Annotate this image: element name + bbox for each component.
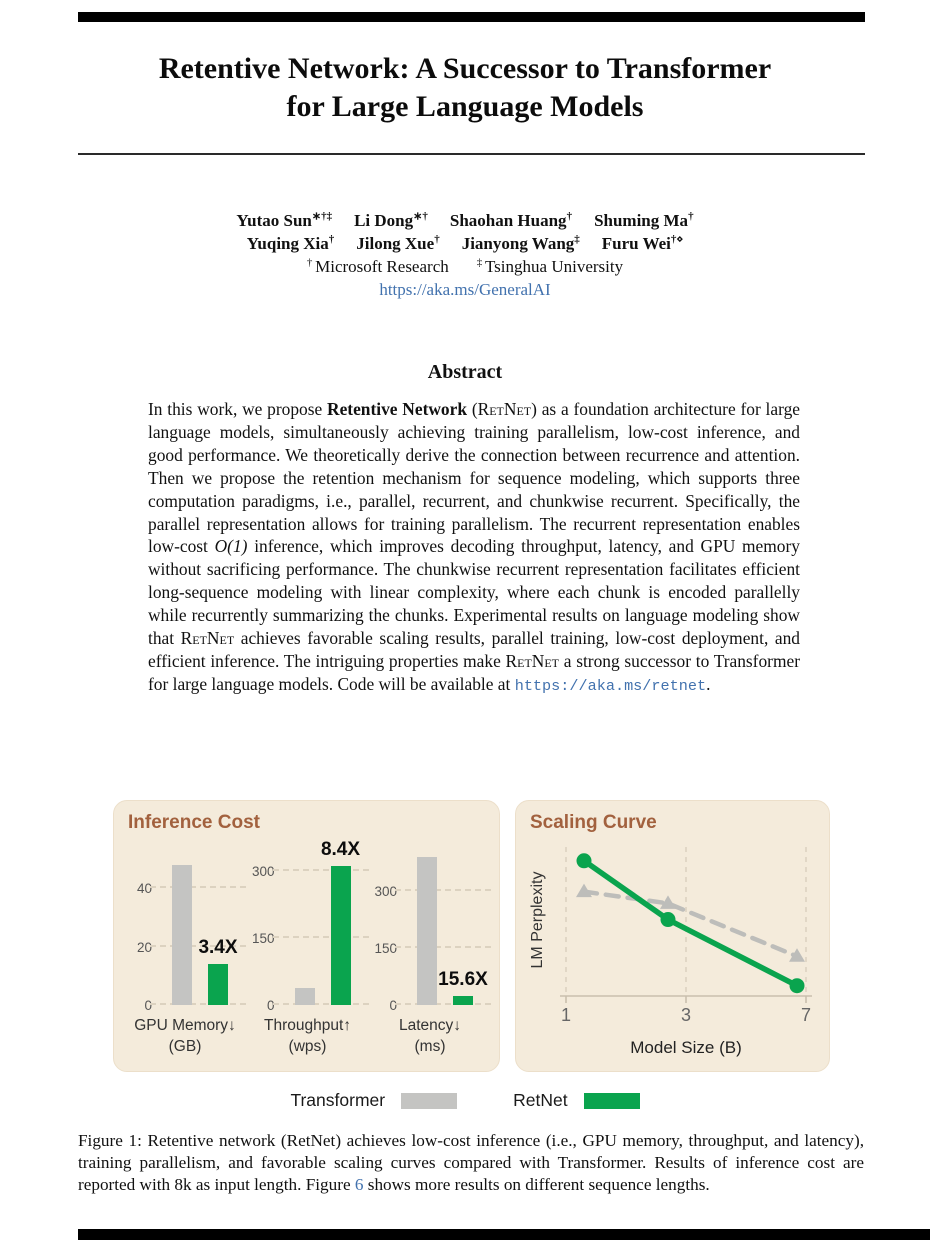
bar-chart-group (371, 853, 489, 1057)
bar-plot (279, 838, 367, 1005)
retnet-marker (790, 978, 805, 993)
author-name: Yuqing Xia† (246, 233, 335, 253)
affiliation-mark: ‡ (476, 256, 485, 269)
retnet-bar (208, 964, 228, 1005)
author-name: Jianyong Wang‡ (461, 233, 580, 253)
metric-unit: (ms) (414, 1038, 446, 1055)
text-segment: ( (467, 399, 478, 419)
text-segment: Figure 1: Retentive network (RetNet) achieves low-cost inference (i.e., GPU memory, throughput, and latency), training parallelism, and favorable scaling curves compared with Transformer. Results of inference cost are reported with 8k as input length. Figure (78, 1131, 864, 1194)
y-tick-label: 300 (374, 884, 397, 899)
figure-legend (0, 1090, 930, 1111)
abstract-text (148, 398, 800, 698)
legend-label: Transformer (290, 1090, 386, 1110)
bar-group-label (249, 1015, 367, 1057)
scaling-curve-panel (515, 800, 830, 1072)
y-axis-tick-labels (126, 853, 156, 1013)
author-affiliation-mark: † (328, 233, 335, 246)
legend-swatch (584, 1093, 640, 1109)
y-tick-label: 150 (251, 930, 275, 946)
author-name: Yutao Sun∗†‡ (236, 210, 333, 230)
text-segment: In this work, we propose (148, 399, 328, 419)
x-tick-label: 3 (680, 1005, 692, 1025)
page-title (0, 50, 930, 126)
text-segment: . (706, 673, 711, 694)
text-segment: RetNet (180, 628, 235, 649)
metric-unit: (GB) (168, 1038, 202, 1055)
y-tick-label: 40 (136, 881, 152, 897)
bar-chart-plot-area (126, 853, 244, 1013)
bar-plot (156, 853, 244, 1005)
y-axis-label: LM Perplexity (529, 871, 546, 969)
y-tick-label: 0 (389, 998, 397, 1013)
author-affiliation-mark: ∗† (413, 210, 428, 223)
author-affiliation-mark: † (434, 233, 440, 246)
text-segment: ) as a foundation architecture for large language models, simultaneously achieving training parallelism, low-cost inference, and good performance. We theoretically derive the connection between recurrence and attention. Then we propose the retention mechanism for sequence modeling, which supports three computation paradigms, i.e., parallel, recurrent, and chunkwise recurrent. Specifically, the parallel representation allows for training parallelism. The recurrent representation enables low-cost (148, 399, 801, 557)
scaling-curve-title: Scaling Curve (530, 812, 657, 833)
x-axis-label: Model Size (B) (630, 1038, 742, 1057)
affiliation: † Microsoft Research (306, 256, 449, 276)
gridline (395, 1003, 491, 1005)
general-ai-link[interactable]: https://aka.ms/GeneralAI (379, 280, 551, 299)
author-name: Furu Wei†⋄ (601, 233, 684, 253)
text-segment: shows more results on different sequence lengths. (363, 1175, 710, 1194)
bar-chart-plot-area (249, 838, 367, 1013)
retnet-bar (331, 866, 351, 1005)
speedup-annotation: 3.4X (198, 937, 238, 959)
x-tick-label: 1 (560, 1005, 572, 1025)
retnet-marker (661, 912, 676, 927)
metric-name: Throughput↑ (263, 1017, 352, 1034)
y-tick-label: 20 (136, 939, 152, 955)
bar-group-label (371, 1015, 489, 1057)
metric-name: GPU Memory↓ (134, 1017, 236, 1034)
author-affiliation-mark: † (688, 210, 694, 223)
legend-swatch (401, 1093, 457, 1109)
gridline (150, 1003, 246, 1005)
y-tick-label: 150 (374, 941, 397, 956)
metric-name: Latency↓ (398, 1017, 462, 1034)
title-divider (78, 153, 865, 155)
gridline (273, 869, 369, 871)
retnet-marker (577, 853, 592, 868)
text-segment: inference, which improves decoding throughput, latency, and GPU memory without sacrificing performance. The chunkwise recurrent representation facilitates efficient long-sequence modeling with linear complexity, where each chunk is encoded parallelly while recurrently summarizing the chunks. Experimental results on language modeling show that (148, 536, 800, 649)
affiliation: ‡ Tsinghua University (476, 256, 624, 276)
legend-item (290, 1090, 457, 1111)
figure-caption (78, 1130, 864, 1196)
x-tick-label: 7 (800, 1005, 812, 1025)
y-axis-tick-labels (249, 853, 279, 1013)
gridline (150, 886, 246, 888)
y-axis-tick-labels (371, 853, 401, 1013)
author-affiliation-mark: † (566, 210, 573, 223)
author-affiliation-mark: ∗†‡ (311, 210, 333, 223)
author-name: Shuming Ma† (594, 210, 694, 230)
bottom-rule-bar (78, 1229, 930, 1240)
bar-plot (401, 853, 489, 1005)
author-row (0, 209, 930, 232)
gridline (395, 889, 491, 891)
gridline (395, 946, 491, 948)
author-affiliation-mark: ‡ (574, 233, 580, 246)
text-segment: O(1) (214, 536, 248, 557)
transformer-bar (417, 857, 437, 1005)
gridline (273, 1003, 369, 1005)
affiliation-mark: † (306, 256, 316, 269)
speedup-annotation: 15.6X (438, 968, 488, 990)
transformer-bar (172, 865, 192, 1005)
bar-chart-group (249, 838, 367, 1057)
text-segment: RetNet (505, 650, 560, 671)
text-segment: a strong successor to Transformer for large language models. Code will be available at (148, 650, 800, 694)
retnet-bar (453, 996, 473, 1006)
text-segment: achieves favorable scaling results, parallel training, low-cost deployment, and efficient inference. The intriguing properties make (148, 628, 800, 671)
author-affiliation-mark: †⋄ (670, 233, 684, 246)
author-row (0, 232, 930, 255)
title-line-1: Retentive Network: A Successor to Transformer (158, 52, 772, 85)
affiliation-row (0, 255, 930, 278)
gridline (273, 936, 369, 938)
legend-item (513, 1090, 639, 1111)
bar-chart-group (126, 853, 244, 1057)
author-name: Jilong Xue† (356, 233, 440, 253)
scaling-line-chart (560, 845, 812, 1009)
text-segment: RetNet (477, 399, 532, 419)
abstract-heading: Abstract (427, 361, 503, 383)
inference-bar-charts (126, 838, 489, 1057)
bar-chart-plot-area (371, 853, 489, 1013)
inference-cost-title: Inference Cost (128, 812, 260, 833)
inline-link[interactable]: https://aka.ms/retnet (514, 676, 707, 695)
author-name: Shaohan Huang† (449, 210, 573, 230)
legend-label: RetNet (513, 1090, 568, 1110)
text-segment: Retentive Network (327, 399, 468, 419)
transformer-bar (295, 988, 315, 1005)
author-block (0, 209, 930, 301)
inference-cost-panel (113, 800, 500, 1072)
transformer-line (584, 892, 797, 957)
y-tick-label: 0 (144, 998, 152, 1013)
author-name: Li Dong∗† (354, 210, 428, 230)
speedup-annotation: 8.4X (320, 838, 361, 860)
top-rule-bar (78, 12, 865, 22)
y-tick-label: 300 (251, 863, 275, 879)
title-line-2: for Large Language Models (286, 90, 644, 123)
metric-unit: (wps) (288, 1038, 327, 1055)
retnet-line (584, 861, 797, 986)
y-tick-label: 0 (266, 998, 275, 1013)
inline-link[interactable]: 6 (354, 1175, 364, 1194)
bar-group-label (126, 1015, 244, 1057)
